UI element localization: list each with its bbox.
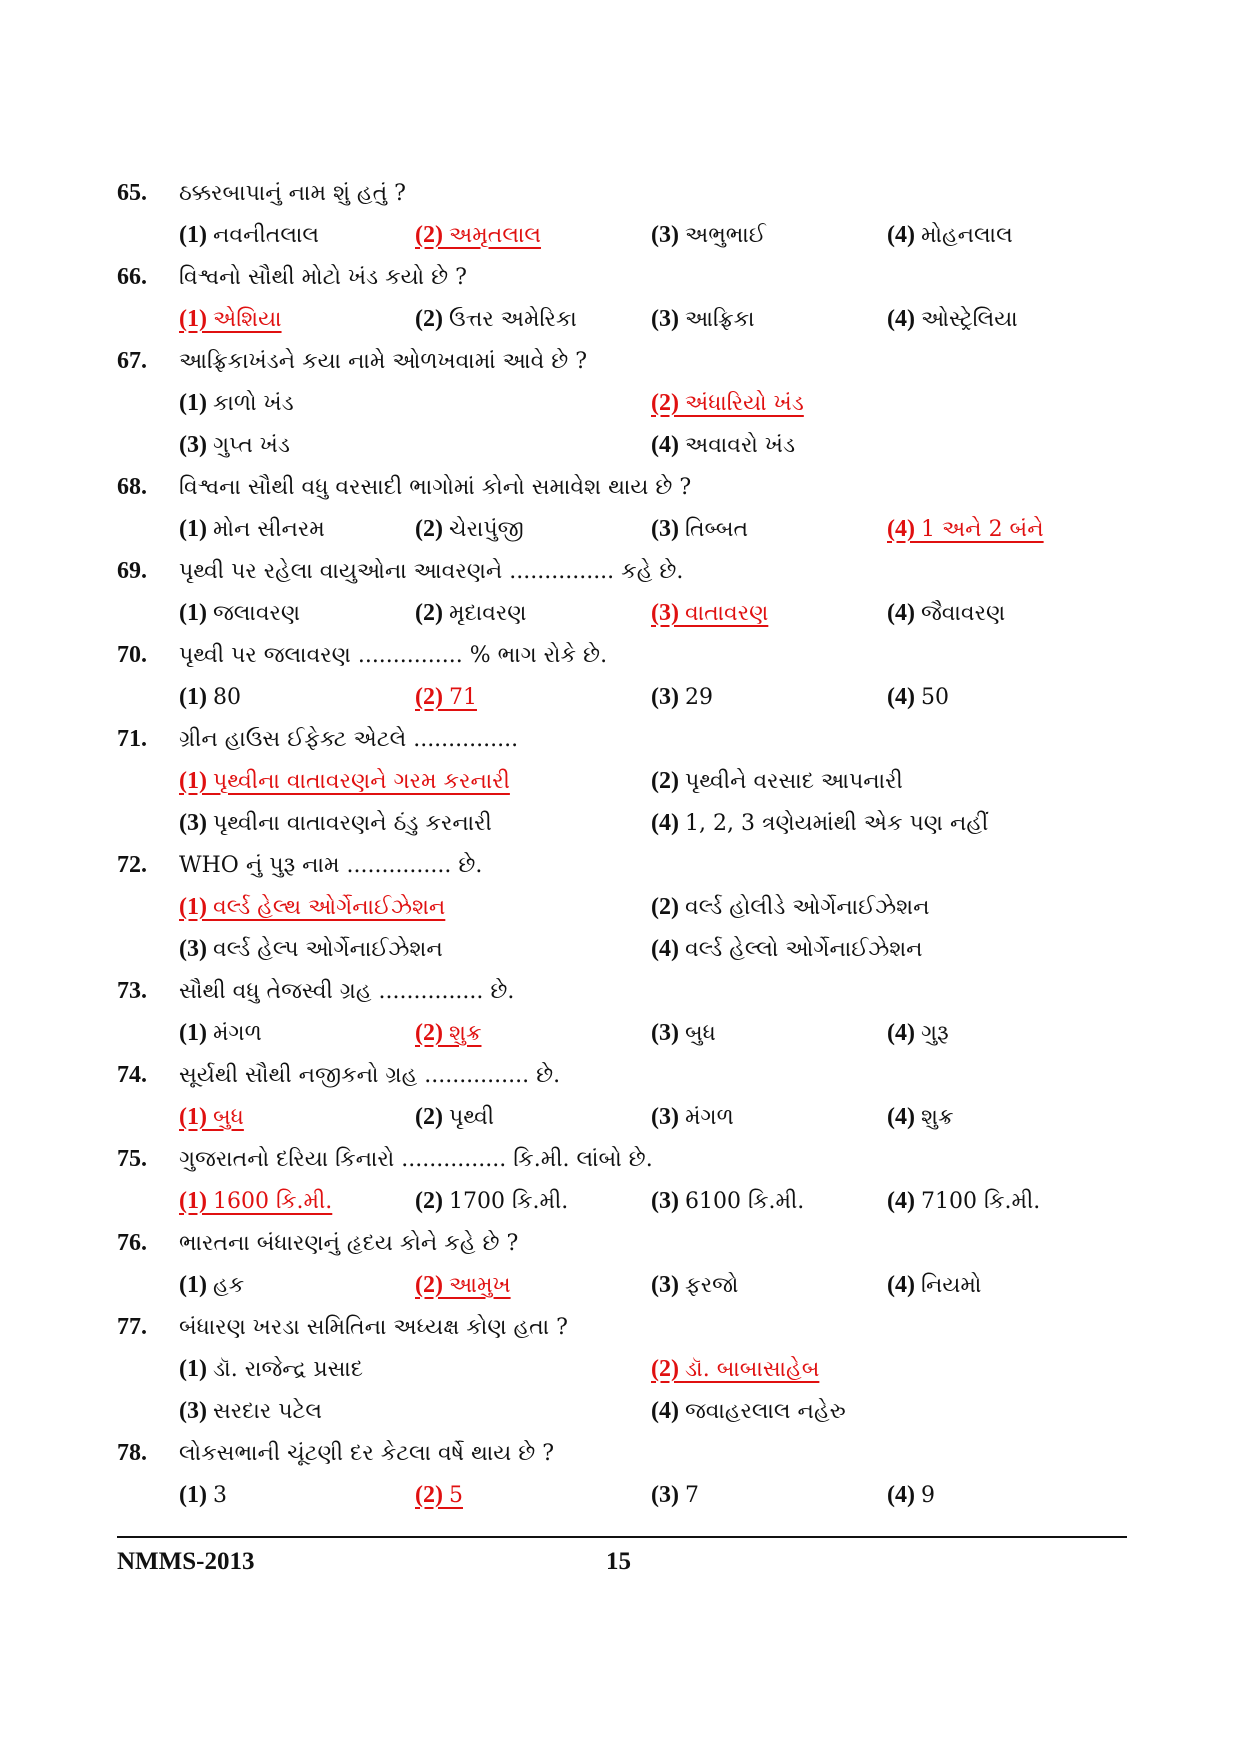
question-number: 78. [117,1439,147,1466]
answer-option: (2) વર્લ્ડ હોલીડે ઓર્ગેનાઈઝેશન [651,893,930,920]
answer-option: (3) અભુભાઈ [651,221,766,248]
options-row [117,1096,1127,1138]
page-number: 15 [606,1548,631,1575]
question-text: સૂર્યથી સૌથી નજીકનો ગ્રહ ............... છે. [179,1062,561,1088]
question-number: 75. [117,1145,147,1172]
answer-option: (3) ગુપ્ત ખંડ [179,431,290,458]
question-row [117,1138,1127,1180]
options-row [117,1474,1127,1516]
question-row [117,256,1127,298]
answer-option: (3) વર્લ્ડ હેલ્પ ઓર્ગેનાઈઝેશન [179,935,443,962]
question-block [117,172,1127,256]
question-row [117,550,1127,592]
answer-option: (4) અવાવરો ખંડ [651,431,796,458]
options-row [117,508,1127,550]
question-text: ઠક્કરબાપાનું નામ શું હતું ? [179,180,406,206]
answer-option: (4) મોહનલાલ [887,221,1013,248]
answer-option: (2) મૃદાવરણ [415,599,527,626]
question-number: 77. [117,1313,147,1340]
question-text: આફ્રિકાખંડને કયા નામે ઓળખવામાં આવે છે ? [179,348,588,374]
answer-option: (1) મંગળ [179,1019,262,1046]
options-row [117,760,1127,802]
question-text: બંધારણ ખરડા સમિતિના અધ્યક્ષ કોણ હતા ? [179,1314,568,1340]
answer-option-correct: (1) વર્લ્ડ હેલ્થ ઓર્ગેનાઈઝેશન [179,893,446,920]
answer-option: (4) 1, 2, 3 ત્રણેયમાંથી એક પણ નહીં [651,809,989,836]
answer-option: (4) 7100 કિ.મી. [887,1187,1041,1214]
answer-option: (3) 7 [651,1481,699,1508]
question-row [117,1306,1127,1348]
answer-option-correct: (3) વાતાવરણ [651,599,769,626]
answer-option: (1) હક [179,1271,245,1298]
question-block [117,1222,1127,1306]
options-row [117,1180,1127,1222]
question-number: 71. [117,725,147,752]
question-row [117,634,1127,676]
question-number: 67. [117,347,147,374]
options-row [117,802,1127,844]
answer-option: (4) જૈવાવરણ [887,599,1006,626]
answer-option: (4) વર્લ્ડ હેલ્લો ઓર્ગેનાઈઝેશન [651,935,923,962]
question-row [117,970,1127,1012]
question-block [117,1432,1127,1516]
question-block [117,844,1127,970]
answer-option: (4) 9 [887,1481,935,1508]
answer-option-correct: (2) 5 [415,1481,463,1508]
options-row [117,592,1127,634]
question-row [117,172,1127,214]
answer-option: (2) ઉત્તર અમેરિકા [415,305,577,332]
answer-option: (1) 3 [179,1481,227,1508]
answer-option: (1) મોન સીનરમ [179,515,325,542]
question-text: લોકસભાની ચૂંટણી દર કેટલા વર્ષે થાય છે ? [179,1440,555,1466]
question-text: પૃથ્વી પર રહેલા વાયુઓના આવરણને ............... કહે છે. [179,558,684,584]
answer-option: (2) ચેરાપુંજી [415,515,524,542]
question-block [117,1306,1127,1432]
question-number: 73. [117,977,147,1004]
answer-option: (3) સરદાર પટેલ [179,1397,322,1424]
question-number: 74. [117,1061,147,1088]
options-row [117,676,1127,718]
exam-name: NMMS-2013 [117,1548,255,1575]
options-row [117,298,1127,340]
question-number: 70. [117,641,147,668]
answer-option-correct: (2) અંધારિયો ખંડ [651,389,804,416]
options-row [117,1390,1127,1432]
question-text: WHO નું પુરૂ નામ ............... છે. [179,852,483,878]
answer-option: (3) તિબ્બત [651,515,749,542]
options-row [117,1012,1127,1054]
answer-option-correct: (2) અમૃતલાલ [415,221,541,248]
question-list [117,172,1127,1516]
answer-option: (1) કાળો ખંડ [179,389,294,416]
answer-option: (4) ગુરૂ [887,1019,949,1046]
question-text: પૃથ્વી પર જલાવરણ ............... % ભાગ રોકે છે. [179,642,608,668]
question-text: વિશ્વના સૌથી વધુ વરસાદી ભાગોમાં કોનો સમાવેશ થાય છે ? [179,474,692,500]
question-number: 66. [117,263,147,290]
question-block [117,970,1127,1054]
answer-option-correct: (2) આમુખ [415,1271,511,1298]
question-row [117,844,1127,886]
question-number: 65. [117,179,147,206]
answer-option-correct: (1) 1600 કિ.મી. [179,1187,333,1214]
answer-option: (4) 50 [887,683,949,710]
answer-option: (2) પૃથ્વી [415,1103,495,1130]
answer-option: (3) મંગળ [651,1103,734,1130]
answer-option: (1) નવનીતલાલ [179,221,320,248]
question-block [117,1054,1127,1138]
question-block [117,466,1127,550]
question-block [117,550,1127,634]
options-row [117,1348,1127,1390]
question-text: ગુજરાતનો દરિયા કિનારો ............... કિ.મી. લાંબો છે. [179,1146,653,1172]
answer-option: (1) જલાવરણ [179,599,301,626]
answer-option: (3) બુધ [651,1019,716,1046]
answer-option-correct: (2) ડૉ. બાબાસાહેબ [651,1355,820,1382]
question-text: વિશ્વનો સૌથી મોટો ખંડ કયો છે ? [179,264,467,290]
answer-option-correct: (1) પૃથ્વીના વાતાવરણને ગરમ કરનારી [179,767,510,794]
question-row [117,1054,1127,1096]
answer-option: (3) આફ્રિકા [651,305,755,332]
answer-option: (4) ઓસ્ટ્રેલિયા [887,305,1018,332]
options-row [117,1264,1127,1306]
question-block [117,634,1127,718]
question-number: 76. [117,1229,147,1256]
footer-divider [117,1536,1127,1538]
question-number: 69. [117,557,147,584]
answer-option: (3) પૃથ્વીના વાતાવરણને ઠંડુ કરનારી [179,809,492,836]
answer-option-correct: (2) શુક્ર [415,1019,482,1046]
options-row [117,928,1127,970]
question-row [117,340,1127,382]
question-text: ભારતના બંધારણનું હૃદય કોને કહે છે ? [179,1230,519,1256]
answer-option: (3) 29 [651,683,713,710]
answer-option-correct: (2) 71 [415,683,477,710]
question-block [117,340,1127,466]
question-number: 68. [117,473,147,500]
options-row [117,214,1127,256]
options-row [117,886,1127,928]
answer-option-correct: (1) બુધ [179,1103,244,1130]
options-row [117,382,1127,424]
answer-option: (1) 80 [179,683,241,710]
question-row [117,1222,1127,1264]
question-text: સૌથી વધુ તેજસ્વી ગ્રહ ............... છે. [179,978,515,1004]
answer-option-correct: (1) એશિયા [179,305,282,332]
answer-option: (3) 6100 કિ.મી. [651,1187,805,1214]
answer-option: (1) ડૉ. રાજેન્દ્ર પ્રસાદ [179,1355,364,1382]
question-row [117,718,1127,760]
answer-option: (2) 1700 કિ.મી. [415,1187,569,1214]
options-row [117,424,1127,466]
question-row [117,466,1127,508]
question-number: 72. [117,851,147,878]
answer-option: (4) શુક્ર [887,1103,954,1130]
question-block [117,1138,1127,1222]
answer-option-correct: (4) 1 અને 2 બંને [887,515,1044,542]
answer-option: (4) જવાહરલાલ નહેરુ [651,1397,846,1424]
answer-option: (4) નિયમો [887,1271,982,1298]
question-row [117,1432,1127,1474]
answer-option: (2) પૃથ્વીને વરસાદ આપનારી [651,767,903,794]
question-text: ગ્રીન હાઉસ ઈફેક્ટ એટલે ............... [179,726,519,752]
question-block [117,718,1127,844]
question-block [117,256,1127,340]
answer-option: (3) ફરજો [651,1271,739,1298]
